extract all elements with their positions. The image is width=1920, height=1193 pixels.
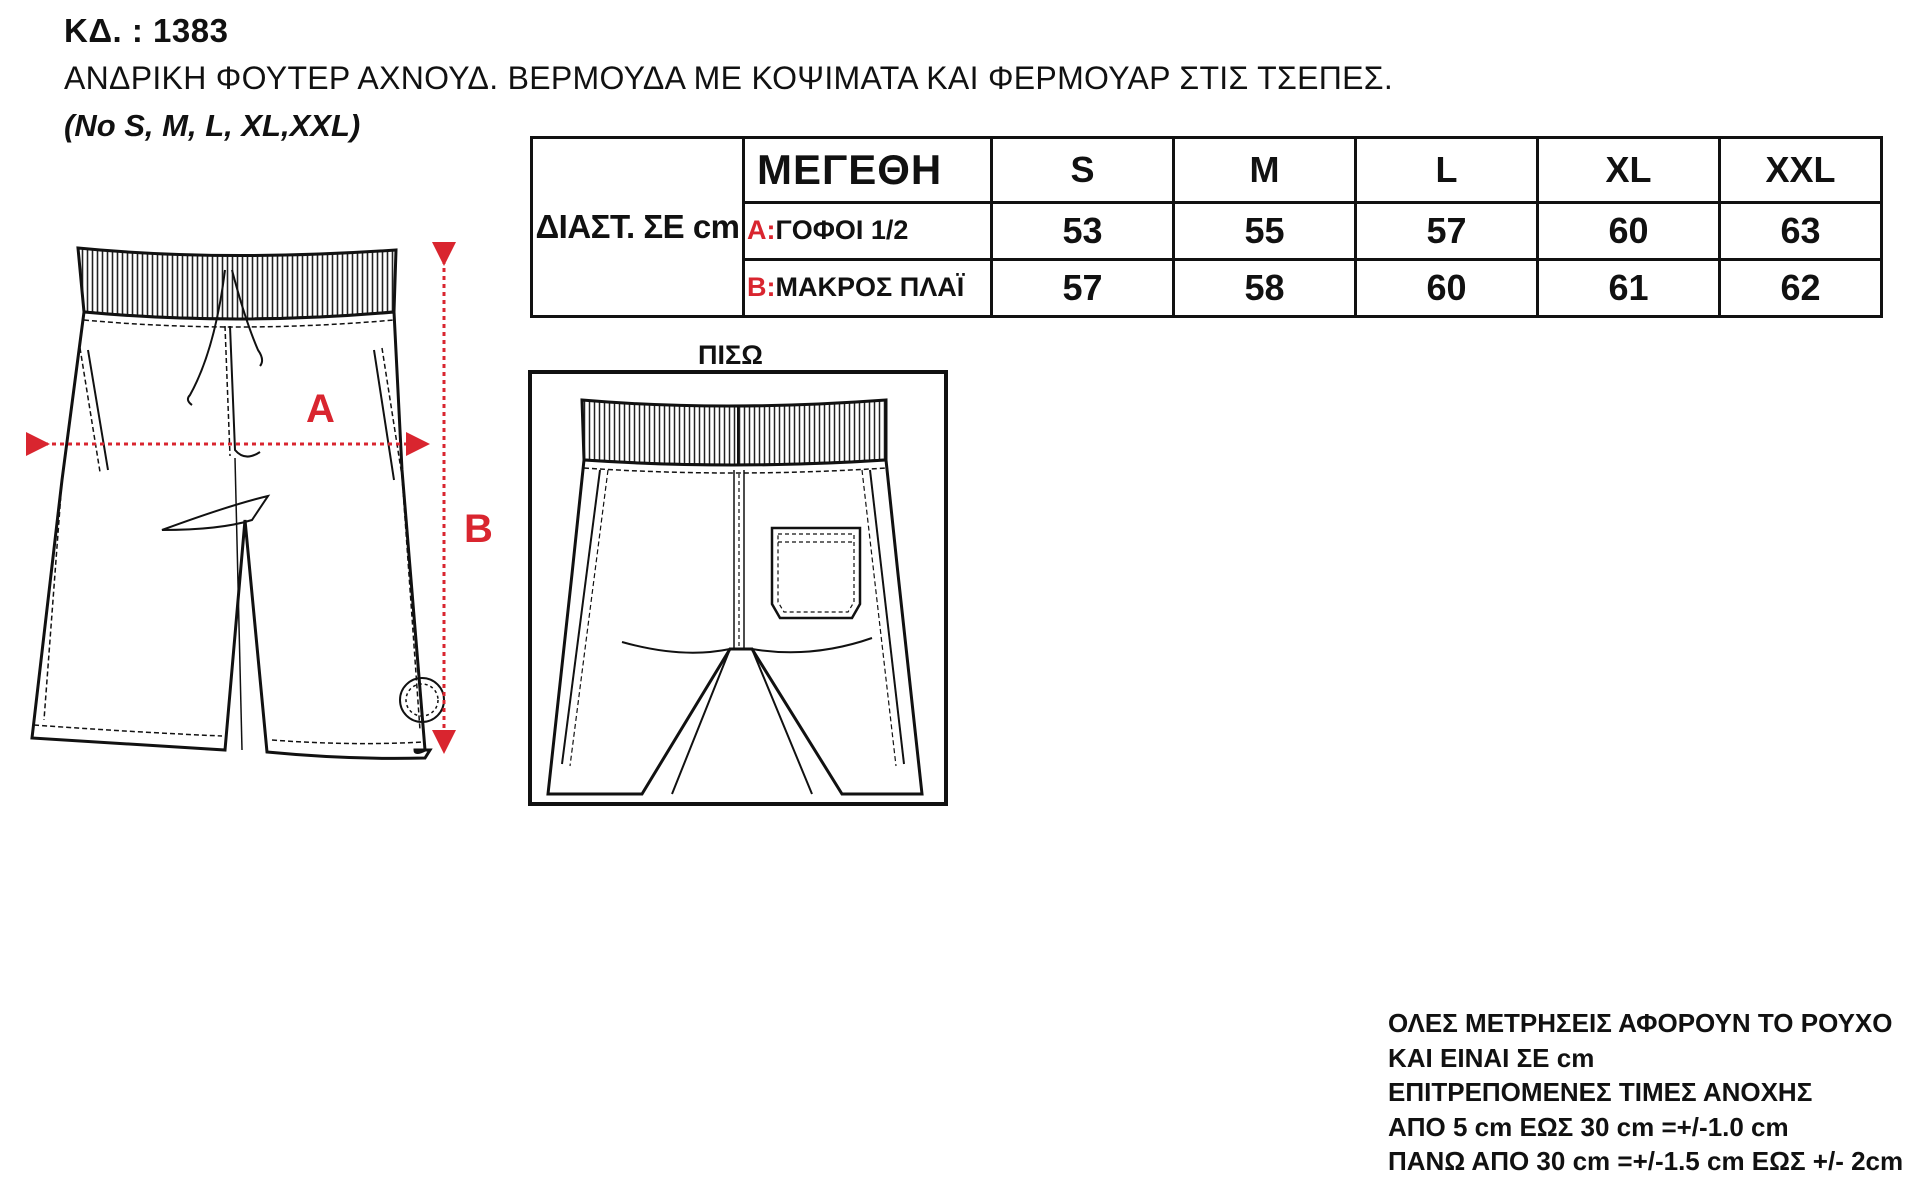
size-header-xxl: XXL xyxy=(1720,138,1882,203)
dimension-unit-label: ΔΙΑΣΤ. ΣΕ cm xyxy=(532,138,744,317)
table-cell: 60 xyxy=(1538,202,1720,259)
table-cell: 62 xyxy=(1720,259,1882,316)
product-description: ΑΝΔΡΙΚΗ ΦΟΥΤΕΡ ΑΧΝΟΥΔ. ΒΕΡΜΟΥΔΑ ΜΕ ΚΟΨΙΜΑΤΑ ΚΑΙ ΦΕΡΜΟΥΑΡ ΣΤΙΣ ΤΣΕΠΕΣ. xyxy=(64,60,1394,96)
back-view-label: ΠΙΣΩ xyxy=(698,340,763,370)
table-cell: 61 xyxy=(1538,259,1720,316)
shorts-front-drawing xyxy=(20,230,500,790)
table-cell: 57 xyxy=(1356,202,1538,259)
size-header-s: S xyxy=(992,138,1174,203)
measure-a-label: A xyxy=(306,387,335,431)
row-label-text: ΜΑΚΡΟΣ ΠΛΑΪ xyxy=(775,272,965,303)
row-label-side-length xyxy=(744,259,992,316)
note-line: ΠΑΝΩ ΑΠΟ 30 cm =+/-1.5 cm ΕΩΣ +/- 2cm xyxy=(1388,1146,1904,1176)
note-line: ΕΠΙΤΡΕΠΟΜΕΝΕΣ ΤΙΜΕΣ ΑΝΟΧΗΣ xyxy=(1388,1077,1813,1107)
note-line: ΑΠΟ 5 cm ΕΩΣ 30 cm =+/-1.0 cm xyxy=(1388,1111,1789,1142)
table-cell: 60 xyxy=(1356,259,1538,316)
size-chart-table xyxy=(530,136,1883,318)
row-code: B: xyxy=(747,272,776,303)
size-header-m: M xyxy=(1174,138,1356,203)
available-sizes-note: (No S, M, L, XL,XXL) xyxy=(64,108,361,143)
row-code: A: xyxy=(747,215,776,246)
table-cell: 57 xyxy=(992,259,1174,316)
measure-b-label: B xyxy=(464,507,493,551)
size-header-l: L xyxy=(1356,138,1538,203)
row-label-hips xyxy=(744,202,992,259)
table-cell: 58 xyxy=(1174,259,1356,316)
table-cell: 55 xyxy=(1174,202,1356,259)
note-line: ΚΑΙ ΕΙΝΑΙ ΣΕ cm xyxy=(1388,1042,1595,1073)
size-header-xl: XL xyxy=(1538,138,1720,203)
product-code: ΚΔ. : 1383 xyxy=(64,12,229,49)
table-cell: 53 xyxy=(992,202,1174,259)
row-label-text: ΓΟΦΟΙ 1/2 xyxy=(775,215,909,246)
sizes-header: ΜΕΓΕΘΗ xyxy=(744,138,992,203)
measurement-notes xyxy=(1388,1006,1903,1179)
shorts-back-drawing xyxy=(532,374,944,802)
table-cell: 63 xyxy=(1720,202,1882,259)
note-line: ΟΛΕΣ ΜΕΤΡΗΣΕΙΣ ΑΦΟΡΟΥΝ ΤΟ ΡΟΥΧΟ xyxy=(1388,1008,1893,1038)
size-header-row xyxy=(532,138,1882,203)
